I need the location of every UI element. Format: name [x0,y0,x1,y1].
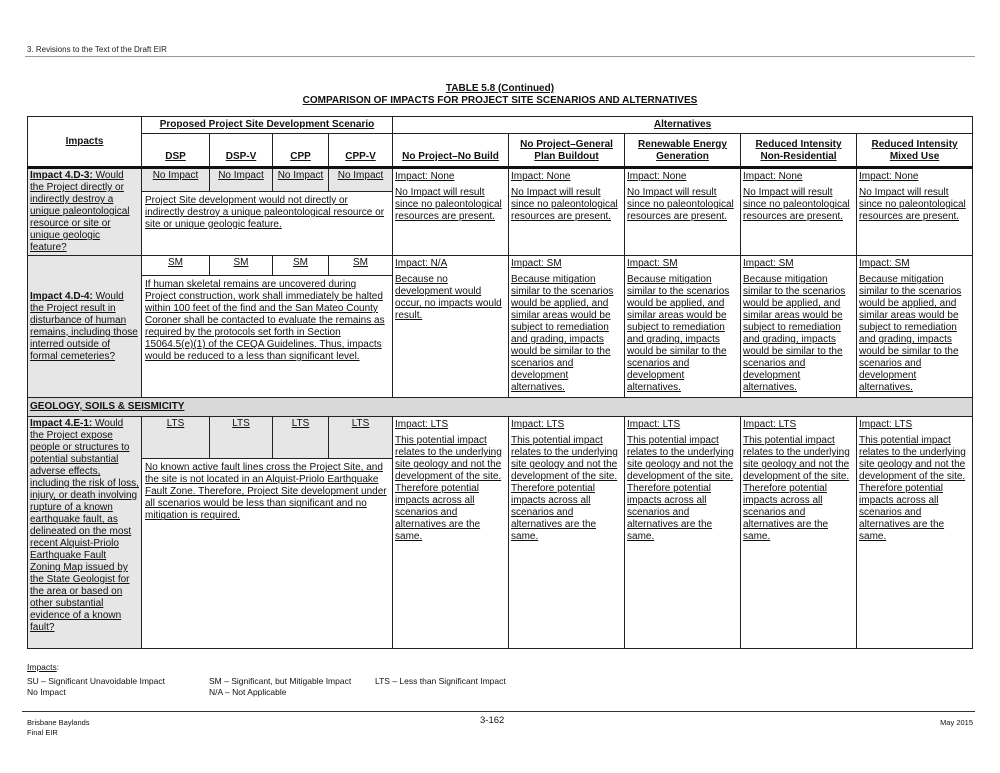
impact-description: Impact 4.E-1: Would the Project expose people or structures to potential substantial adverse effects, including the risk of loss, injury, or death involving rupture of a known earthquake fault, as delineated on the most recent Alquist-Priolo Earthquake Fault Zoning Map issued by the State Geologist for the area or based on other substantial evidence of a known fault? [28,417,142,649]
header-rule [25,56,975,57]
alt-renewable-energy: Impact: SM Because mitigation similar to the scenarios would be applied, and similar areas would be subject to remediation and grading, impacts would be similar to the scenarios and development alternatives. [625,256,741,398]
impact-description: Impact 4.D-4: Would the Project result in disturbance of human remains, including those interred outside of formal cemeteries? [28,256,142,398]
impacts-comparison-table [27,116,973,649]
rating-cpp-v: SM [329,256,393,276]
group-header-alternatives: Alternatives [393,117,973,134]
table-title-line2: COMPARISON OF IMPACTS FOR PROJECT SITE SCENARIOS AND ALTERNATIVES [302,95,698,106]
table-title-line1: TABLE 5.8 (Continued) [445,83,555,94]
alt-no-project-general-plan: Impact: LTS This potential impact relates to the underlying site geology and not the development of the site. Therefore potential impacts across all scenarios and alternatives are the same. [509,417,625,649]
column-header-row [28,134,973,168]
alt-no-project-no-build: Impact: LTS This potential impact relates to the underlying site geology and not the development of the site. Therefore potential impacts across all scenarios and alternatives are the same. [393,417,509,649]
scenario-description: No known active fault lines cross the Project Site, and the site is not located in an Alquist-Priolo Earthquake Fault Zone. Therefore, Project Site development under all scenarios would be less than significant and no mitigation is required. [142,459,393,649]
rating-dsp: SM [142,256,210,276]
legend-su: SU – Significant Unavoidable Impact [27,676,165,686]
legend-sm: SM – Significant, but Mitigable Impact [209,676,352,686]
rating-dsp: LTS [142,417,210,459]
alt-no-project-general-plan: Impact: SM Because mitigation similar to the scenarios would be applied, and similar areas would be subject to remediation and grading, impacts would be similar to the scenarios and development alternatives. [509,256,625,398]
scenario-description: If human skeletal remains are uncovered during Project construction, work shall immediately be halted within 100 feet of the find and the San Mateo County Coroner shall be contacted to evaluate the remains as required by the protocols set forth in Section 15064.5(e)(1) of the CEQA Guidelines. Thus, impacts would be reduced to a less than significant level. [142,276,393,398]
legend-row [27,687,506,698]
rating-dsp-v: LTS [210,417,273,459]
alt-reduced-intensity-non-res: Impact: SM Because mitigation similar to the scenarios would be applied, and similar areas would be subject to remediation and grading, impacts would be similar to the scenarios and development alternatives. [741,256,857,398]
alt-reduced-intensity-mixed: Impact: LTS This potential impact relates to the underlying site geology and not the development of the site. Therefore potential impacts across all scenarios and alternatives are the same. [857,417,973,649]
rating-cpp-v: LTS [329,417,393,459]
section-heading-geology: GEOLOGY, SOILS & SEISMICITY [28,398,973,417]
rating-cpp: LTS [273,417,329,459]
footer-doc: Final EIR [27,728,58,737]
alt-renewable-energy: Impact: LTS This potential impact relates to the underlying site geology and not the development of the site. Therefore potential impacts across all scenarios and alternatives are the same. [625,417,741,649]
footer-rule [22,711,975,712]
legend-na: N/A – Not Applicable [209,687,287,697]
col-header-reduced-intensity-non-res: Reduced Intensity Non-Residential [741,134,857,168]
table-title [0,83,1000,107]
alt-reduced-intensity-mixed: Impact: SM Because mitigation similar to the scenarios would be applied, and similar areas would be subject to remediation and grading, impacts would be similar to the scenarios and development alternatives. [857,256,973,398]
scenario-description: Project Site development would not directly or indirectly destroy a unique paleontological resource or site or unique geologic feature. [142,191,393,255]
col-header-no-project-general-plan: No Project–General Plan Buildout [509,134,625,168]
col-header-no-project-no-build: No Project–No Build [393,134,509,168]
rating-dsp-v: No Impact [210,168,273,192]
table-row [28,168,973,192]
alt-reduced-intensity-non-res: Impact: LTS This potential impact relates to the underlying site geology and not the development of the site. Therefore potential impacts across all scenarios and alternatives are the same. [741,417,857,649]
group-header-proposed: Proposed Project Site Development Scenario [142,117,393,134]
rating-cpp: No Impact [273,168,329,192]
alt-no-project-no-build: Impact: None No Impact will result since no paleontological resources are present. [393,168,509,256]
legend-heading: Impacts: [27,662,60,672]
col-header-renewable-energy: Renewable Energy Generation [625,134,741,168]
footer-date: May 2015 [940,718,973,727]
section-row [28,398,973,417]
col-header-dsp: DSP [142,134,210,168]
alt-renewable-energy: Impact: None No Impact will result since no paleontological resources are present. [625,168,741,256]
col-header-cpp: CPP [273,134,329,168]
footer-project: Brisbane Baylands [27,718,90,727]
legend-row [27,676,506,687]
rating-dsp: No Impact [142,168,210,192]
impacts-legend [27,662,506,698]
legend-lts: LTS – Less than Significant Impact [375,676,506,686]
col-header-dsp-v: DSP-V [210,134,273,168]
alt-reduced-intensity-mixed: Impact: None No Impact will result since no paleontological resources are present. [857,168,973,256]
rating-dsp-v: SM [210,256,273,276]
running-header: 3. Revisions to the Text of the Draft EIR [27,45,167,54]
group-header-row [28,117,973,134]
rating-cpp: SM [273,256,329,276]
footer-left [27,718,90,738]
col-header-impacts: Impacts [28,117,142,168]
table-row [28,417,973,459]
alt-reduced-intensity-non-res: Impact: None No Impact will result since no paleontological resources are present. [741,168,857,256]
col-header-reduced-intensity-mixed: Reduced Intensity Mixed Use [857,134,973,168]
alt-no-project-general-plan: Impact: None No Impact will result since no paleontological resources are present. [509,168,625,256]
col-header-cpp-v: CPP-V [329,134,393,168]
table-row [28,256,973,276]
legend-no-impact: No Impact [27,687,66,697]
impact-description: Impact 4.D-3: Would the Project directly or indirectly destroy a unique paleontological resource or site or unique geologic feature? [28,168,142,256]
rating-cpp-v: No Impact [329,168,393,192]
alt-no-project-no-build: Impact: N/A Because no development would occur, no impacts would result. [393,256,509,398]
page-number: 3-162 [480,715,505,726]
